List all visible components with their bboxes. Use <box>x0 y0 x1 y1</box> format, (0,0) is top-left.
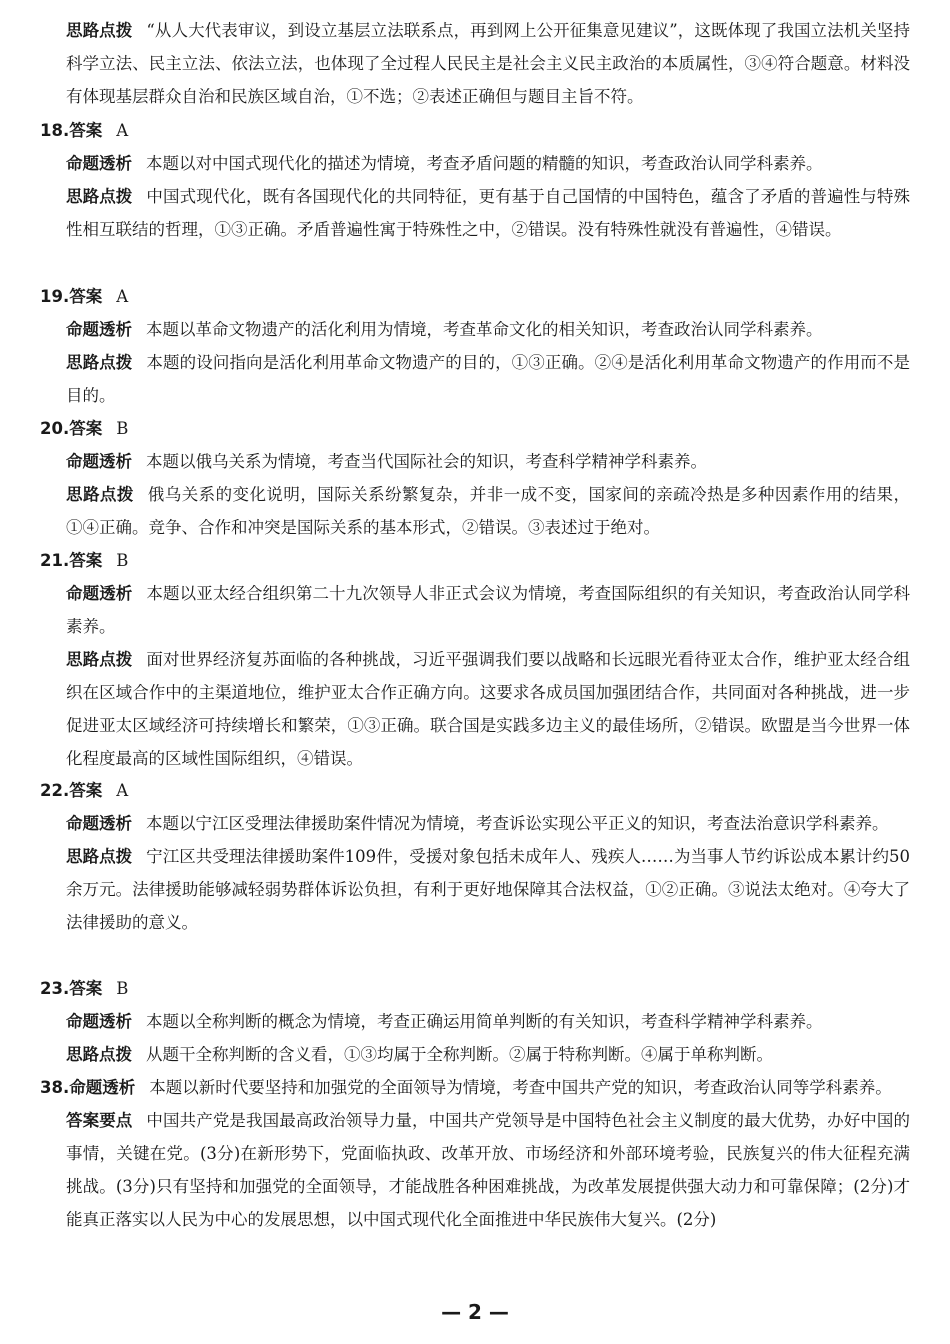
hint-text: 本题的设问指向是活化利用革命文物遗产的目的，①③正确。②④是活化利用革命文物遗产的作用而不是目的。 <box>66 353 911 405</box>
answer-label: 答案 <box>69 979 103 998</box>
answer-value: A <box>116 121 129 140</box>
page-number: — 2 — <box>441 1300 509 1324</box>
question-19 <box>0 280 950 412</box>
hint-paragraph <box>0 180 950 246</box>
answer-value: A <box>116 781 129 800</box>
answer-label: 答案 <box>69 121 103 140</box>
question-number: 21. <box>40 551 70 570</box>
question-20 <box>0 412 950 544</box>
analysis-paragraph <box>0 147 950 180</box>
hint-label: 思路点拨 <box>66 485 134 504</box>
analysis-text: 本题以全称判断的概念为情境，考查正确运用简单判断的有关知识，考查科学精神学科素养。 <box>146 1012 823 1031</box>
hint-text: 宁江区共受理法律援助案件109件，受援对象包括未成年人、残疾人……为当事人节约诉讼成本累计约50余万元。法律援助能够减轻弱势群体诉讼负担，有利于更好地保障其合法权益，①②正确。③说法太绝对。④夸大了法律援助的意义。 <box>66 847 910 932</box>
answer-label: 答案 <box>69 419 103 438</box>
answer-label: 答案 <box>69 287 103 306</box>
analysis-label: 命题透析 <box>66 154 132 173</box>
hint-paragraph <box>0 1038 950 1071</box>
analysis-text: 本题以宁江区受理法律援助案件情况为情境，考查诉讼实现公平正义的知识，考查法治意识学科素养。 <box>146 814 889 833</box>
answer-line <box>0 280 950 313</box>
question-number: 38. <box>40 1078 70 1097</box>
analysis-text: 本题以新时代要坚持和加强党的全面领导为情境，考查中国共产党的知识，考查政治认同等学科素养。 <box>149 1078 892 1097</box>
question-21 <box>0 544 950 775</box>
analysis-label: 命题透析 <box>66 320 132 339</box>
intro-block <box>0 14 950 113</box>
question-number: 23. <box>40 979 70 998</box>
analysis-label: 命题透析 <box>66 584 133 603</box>
hint-text: 中国式现代化，既有各国现代化的共同特征，更有基于自己国情的中国特色，蕴含了矛盾的普遍性与特殊性相互联结的哲理，①③正确。矛盾普遍性寓于特殊性之中，②错误。没有特殊性就没有普遍性，④错误。 <box>66 187 911 239</box>
analysis-paragraph <box>0 313 950 346</box>
answer-line <box>0 774 950 807</box>
analysis-text: 本题以革命文物遗产的活化利用为情境，考查革命文化的相关知识，考查政治认同学科素养。 <box>146 320 823 339</box>
hint-text: 俄乌关系的变化说明，国际关系纷繁复杂，并非一成不变，国家间的亲疏冷热是多种因素作用的结果，①④正确。竞争、合作和冲突是国际关系的基本形式，②错误。③表述过于绝对。 <box>66 485 911 537</box>
question-number: 19. <box>40 287 70 306</box>
question-number: 18. <box>40 121 70 140</box>
hint-paragraph <box>0 478 950 544</box>
hint-paragraph <box>0 840 950 939</box>
answer-label: 答案 <box>69 551 103 570</box>
answer-value: B <box>116 419 129 438</box>
hint-text: 面对世界经济复苏面临的各种挑战，习近平强调我们要以战略和长远眼光看待亚太合作，维护亚太经合组织在区域合作中的主渠道地位，维护亚太合作正确方向。这要求各成员国加强团结合作，共同面对各种挑战，进一步促进亚太区域经济可持续增长和繁荣，①③正确。联合国是实践多边主义的最佳场所，②错误。欧盟是当今世界一体化程度最高的区域性国际组织，④错误。 <box>66 650 911 768</box>
key-points-paragraph <box>0 1104 950 1236</box>
analysis-paragraph <box>0 1071 950 1104</box>
hint-label: 思路点拨 <box>66 353 133 372</box>
hint-text: 从题干全称判断的含义看，①③均属于全称判断。②属于特称判断。④属于单称判断。 <box>146 1045 773 1064</box>
hint-label: 思路点拨 <box>66 650 133 669</box>
analysis-label: 命题透析 <box>66 814 132 833</box>
question-number: 20. <box>40 419 70 438</box>
analysis-text: 本题以俄乌关系为情境，考查当代国际社会的知识，考查科学精神学科素养。 <box>146 452 707 471</box>
analysis-paragraph <box>0 577 950 643</box>
question-38 <box>0 1071 950 1236</box>
hint-label: 思路点拨 <box>66 847 133 866</box>
analysis-paragraph <box>0 807 950 840</box>
key-points-label: 答案要点 <box>66 1111 133 1130</box>
analysis-paragraph <box>0 445 950 478</box>
answer-value: A <box>116 287 129 306</box>
answer-line <box>0 544 950 577</box>
hint-label: 思路点拨 <box>66 1045 132 1064</box>
answer-line <box>0 972 950 1005</box>
hint-paragraph <box>0 346 950 412</box>
analysis-paragraph <box>0 1005 950 1038</box>
answer-line <box>0 114 950 147</box>
analysis-label: 命题透析 <box>66 1012 132 1031</box>
question-number: 22. <box>40 781 70 800</box>
analysis-text: 本题以对中国式现代化的描述为情境，考查矛盾问题的精髓的知识，考查政治认同学科素养。 <box>146 154 823 173</box>
intro-text: “从人大代表审议，到设立基层立法联系点，再到网上公开征集意见建议”，这既体现了我国立法机关坚持科学立法、民主立法、依法立法，也体现了全过程人民民主是社会主义民主政治的本质属性，③④符合题意。材料没有体现基层群众自治和民族区域自治，①不选；②表述正确但与题目主旨不符。 <box>66 21 911 106</box>
key-points-text: 中国共产党是我国最高政治领导力量，中国共产党领导是中国特色社会主义制度的最大优势，办好中国的事情，关键在党。(3分)在新形势下，党面临执政、改革开放、市场经济和外部环境考验，民族复兴的伟大征程充满挑战。(3分)只有坚持和加强党的全面领导，才能战胜各种困难挑战，为改革发展提供强大动力和可靠保障；(2分)才能真正落实以人民为中心的发展思想，以中国式现代化全面推进中华民族伟大复兴。(2分) <box>66 1111 911 1229</box>
analysis-label: 命题透析 <box>66 452 132 471</box>
analysis-text: 本题以亚太经合组织第二十九次领导人非正式会议为情境，考查国际组织的有关知识，考查政治认同学科素养。 <box>66 584 911 636</box>
intro-paragraph <box>0 14 950 113</box>
answer-label: 答案 <box>69 781 103 800</box>
answer-value: B <box>116 979 129 998</box>
answer-line <box>0 412 950 445</box>
analysis-label: 命题透析 <box>69 1078 136 1097</box>
question-18 <box>0 114 950 246</box>
question-23 <box>0 972 950 1071</box>
hint-label: 思路点拨 <box>66 187 133 206</box>
intro-label: 思路点拨 <box>66 21 133 40</box>
hint-paragraph <box>0 643 950 775</box>
answer-value: B <box>116 551 129 570</box>
question-22 <box>0 774 950 939</box>
